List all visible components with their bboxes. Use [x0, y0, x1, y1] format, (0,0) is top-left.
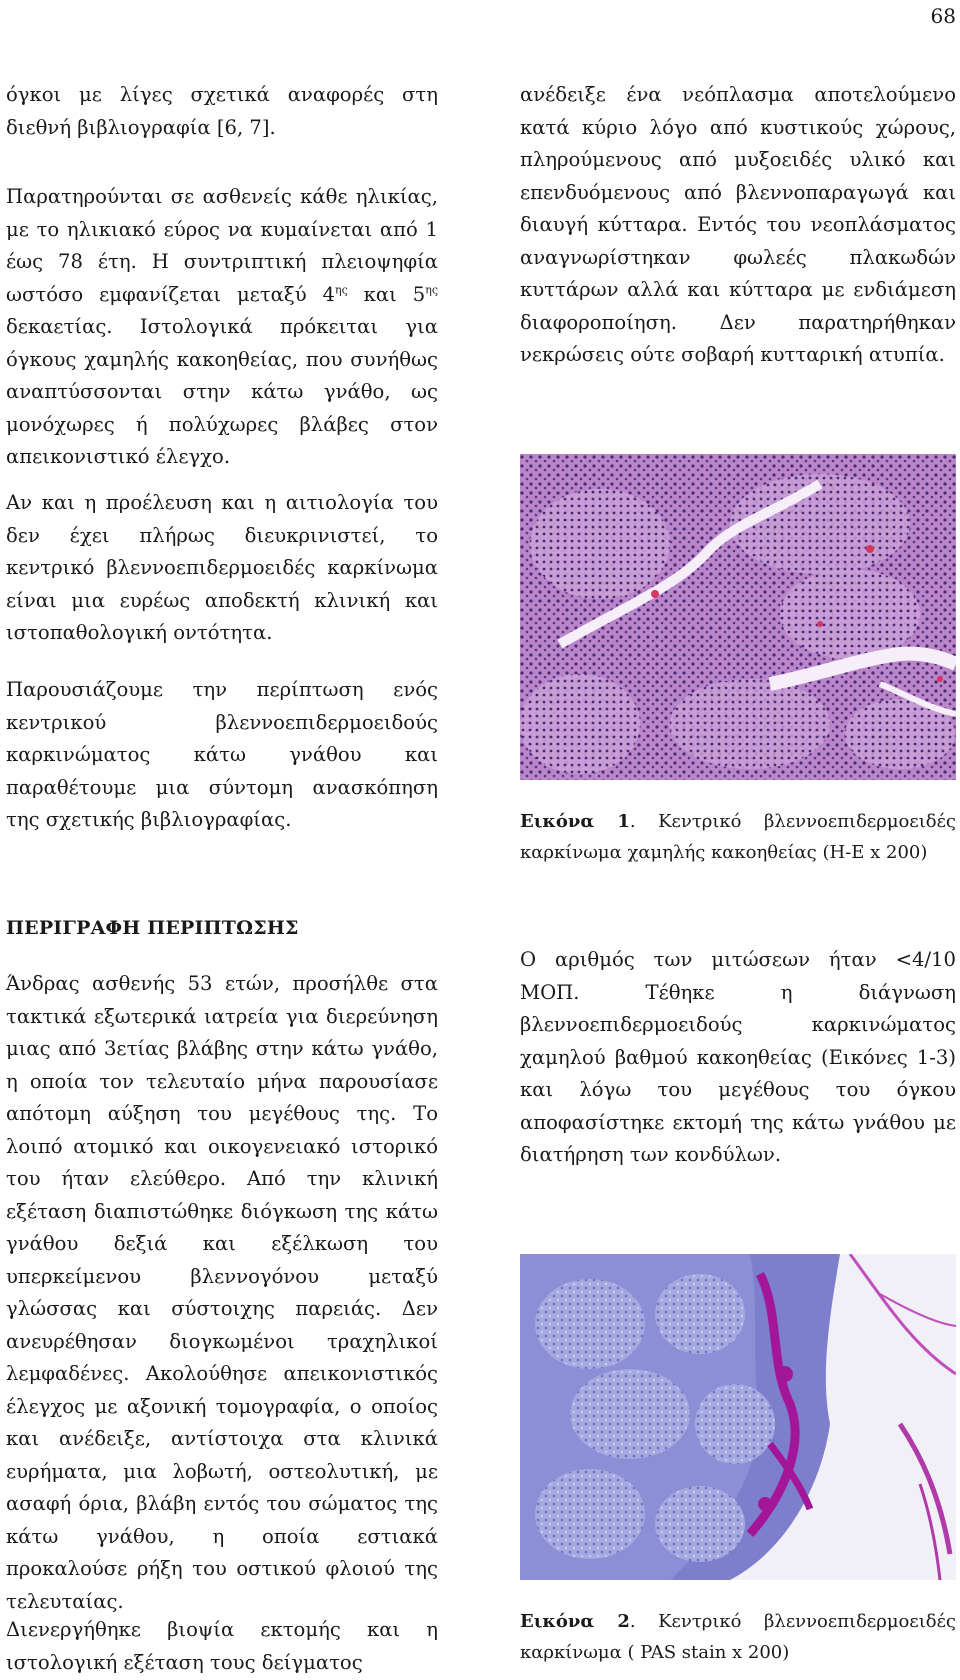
- page-number: 68: [930, 4, 956, 28]
- left-paragraph-1: όγκοι με λίγες σχετικά αναφορές στη διεθνή βιβλιογραφία [6, 7].: [6, 83, 438, 139]
- figure-1-caption: [520, 806, 956, 868]
- left-paragraph-3: Αν και η προέλευση και η αιτιολογία του δεν έχει πλήρως διευκρινιστεί, το κεντρικό βλεννοεπιδερμοειδές καρκίνωμα είναι μια ευρέως αποδεκτή κλινική και ιστοπαθολογική οντότητα.: [6, 491, 438, 644]
- left-paragraph-2-part-a: Παρατηρούνται σε ασθενείς κάθε ηλικίας, με το ηλικιακό εύρος να κυμαίνεται από 1 έως 78 έτη. Η συντριπτική πλειοψηφία ωστόσο εμφανίζεται μεταξύ 4: [6, 185, 438, 306]
- left-paragraph-5: Άνδρας ασθενής 53 ετών, προσήλθε στα τακτικά εξωτερικά ιατρεία για διερεύνηση μιας από 3ετίας βλάβης στην κάτω γνάθο, η οποία τον τελευταίο μήνα παρουσίασε απότομη αύξηση του μεγέθους της. Το λοιπό ατομικό και οικογενειακό ιστορικό του ήταν ελεύθερο. Από την κλινική εξέταση διαπιστώθηκε διόγκωση της κάτω γνάθου δεξιά και εξέλκωση του υπερκείμενου βλεννογόνου μεταξύ γλώσσας και σύστοιχης παρειάς. Δεν ανευρέθησαν διογκωμένοι τραχηλικοί λεμφαδένες. Ακολούθησε απεικονιστικός έλεγχος με αξονική τομογραφία, ο οποίος και ανέδειξε, αντίστοιχα στα κλινικά ευρήματα, μια λοβωτή, οστεολυτική, με ασαφή όρια, βλάβη εντός του σώματος της κάτω γνάθου, η οποία εστιακά προκαλούσε ρήξη του οστικού φλοιού της τελευταίας.: [6, 972, 438, 1613]
- left-column: [6, 0, 438, 1680]
- left-paragraph-2-part-b: και 5: [347, 282, 426, 306]
- right-paragraph-1: ανέδειξε ένα νεόπλασμα αποτελούμενο κατά κύριο λόγο από κυστικούς χώρους, πληρούμενους από μυξοειδές υλικό και επενδυόμενους από βλεννοπαραγωγά και διαυγή κύτταρα. Εντός του νεοπλάσματος αναγνωρίστηκαν φωλεές πλακωδών κυττάρων αλλά και κύτταρα με ενδιάμεση διαφοροποίηση. Δεν παρατηρήθηκαν νεκρώσεις ούτε σοβαρή κυτταρική ατυπία.: [520, 83, 956, 366]
- left-paragraph-2: [6, 181, 438, 474]
- figure-1-label: Εικόνα 1: [520, 811, 630, 832]
- figure-1-caption-text: . Κεντρικό βλεννοεπιδερμοειδές καρκίνωμα χαμηλής κακοηθείας (Η-Ε x 200): [520, 811, 956, 863]
- right-paragraph-2: Ο αριθμός των μιτώσεων ήταν <4/10 ΜΟΠ. Τέθηκε η διάγνωση βλεννοεπιδερμοειδούς καρκινώματος χαμηλού βαθμού κακοηθείας (Εικόνες 1-3) και λόγω του μεγέθους του όγκου αποφασίστηκε εκτομή της κάτω γνάθου με διατήρηση των κονδύλων.: [520, 948, 956, 1166]
- ordinal-suffix-1: ης: [335, 282, 348, 296]
- left-paragraph-4: Παρουσιάζουμε την περίπτωση ενός κεντρικού βλεννοεπιδερμοειδούς καρκινώματος κάτω γνάθου και παραθέτουμε μια σύντομη ανασκόπηση της σχετικής βιβλιογραφίας.: [6, 678, 438, 831]
- right-column: [520, 0, 956, 1680]
- figure-2-caption: [520, 1606, 956, 1668]
- section-heading: ΠΕΡΙΓΡΑΦΗ ΠΕΡΙΠΤΩΣΗΣ: [6, 917, 299, 939]
- figure-2-pas-micrograph: [520, 1254, 956, 1580]
- figure-1-he-micrograph: [520, 454, 956, 780]
- figure-2-caption-text: . Κεντρικό βλεννοεπιδερμοειδές καρκίνωμα ( PAS stain x 200): [520, 1611, 956, 1663]
- ordinal-suffix-2: ης: [425, 282, 438, 296]
- left-paragraph-2-part-c: δεκαετίας. Ιστολογικά πρόκειται για όγκους χαμηλής κακοηθείας, που συνήθως αναπτύσσονται στην κάτω γνάθο, ως μονόχωρες ή πολύχωρες βλάβες στον απεικονιστικό έλεγχο.: [6, 315, 438, 468]
- left-paragraph-6: Διενεργήθηκε βιοψία εκτομής και η ιστολογική εξέταση τους δείγματος: [6, 1618, 438, 1674]
- figure-2-label: Εικόνα 2: [520, 1611, 630, 1632]
